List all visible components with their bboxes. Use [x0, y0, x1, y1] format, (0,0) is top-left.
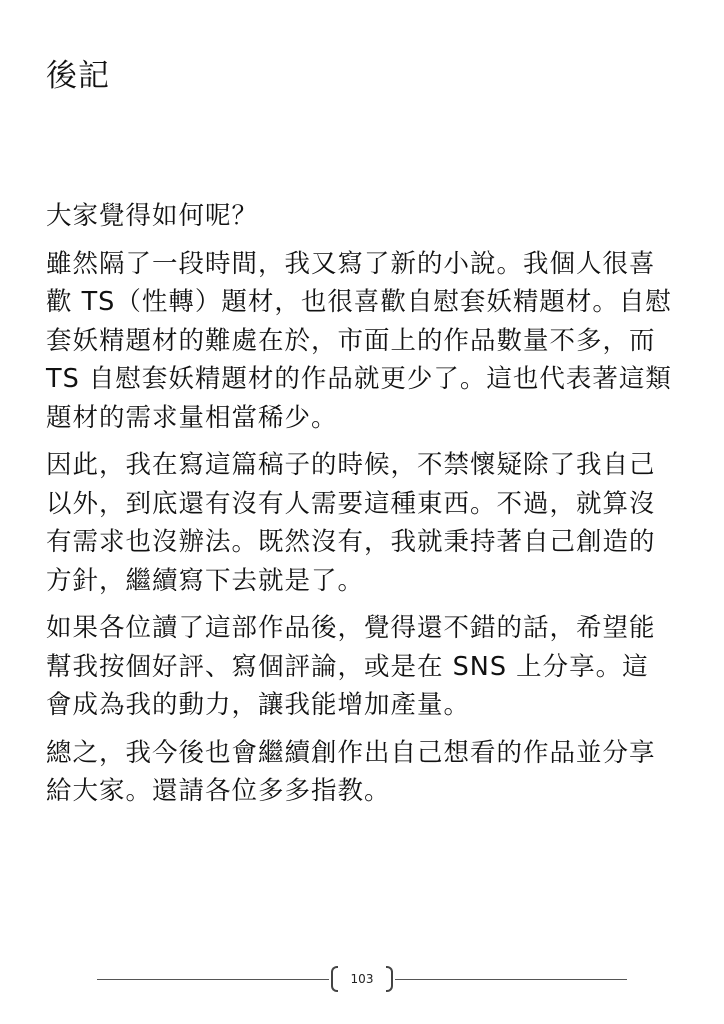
- paragraph-1: 大家覺得如何呢？: [46, 201, 259, 231]
- chapter-title: 後記: [46, 58, 110, 94]
- footer-rule-right: [395, 979, 627, 980]
- paragraph-4: 如果各位讀了這部作品後，覺得還不錯的話，希望能幫我按個好評、寫個評論，或是在 SNS 上分享。這會成為我的動力，讓我能增加產量。: [46, 613, 656, 720]
- body-text: [46, 197, 674, 820]
- page-footer: [97, 966, 627, 994]
- footer-rule-left: [97, 979, 329, 980]
- page-number: 103: [350, 972, 374, 986]
- paragraph-3: 因此，我在寫這篇稿子的時候，不禁懷疑除了我自己以外，到底還有沒有人需要這種東西。不過，就算沒有需求也沒辦法。既然沒有，我就秉持著自己創造的方針，繼續寫下去就是了。: [46, 450, 656, 596]
- paragraph-2: 雖然隔了一段時間，我又寫了新的小說。我個人很喜歡 TS（性轉）題材，也很喜歡自慰套妖精題材。自慰套妖精題材的難處在於，市面上的作品數量不多，而 TS 自慰套妖精題材的作品就更少了。這也代表著這類題材的需求量相當稀少。: [46, 248, 672, 433]
- paragraph-5: 總之，我今後也會繼續創作出自己想看的作品並分享給大家。還請各位多多指教。: [46, 737, 656, 806]
- right-bracket-ornament: [386, 966, 393, 992]
- left-bracket-ornament: [331, 966, 338, 992]
